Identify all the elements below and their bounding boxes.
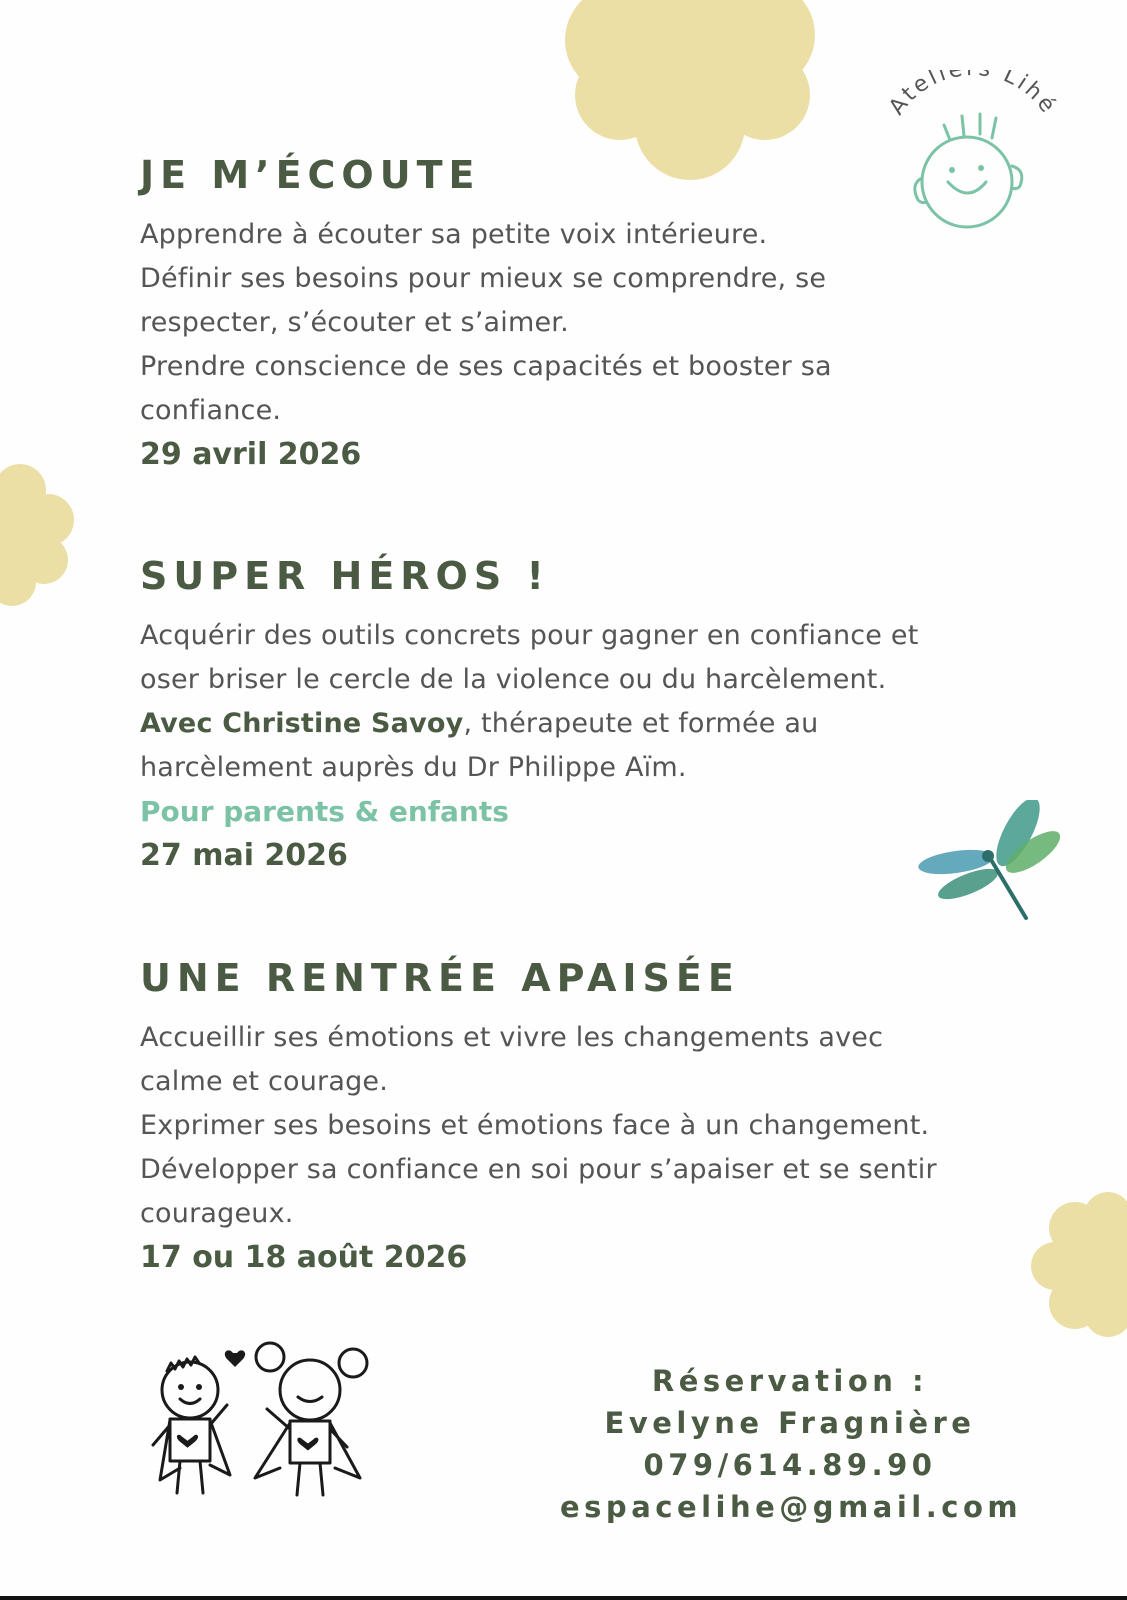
- audience-label: Pour parents & enfants: [140, 794, 509, 828]
- description-line: Exprimer ses besoins et émotions face à un changement.: [140, 1109, 930, 1141]
- description-line: courageux.: [140, 1197, 294, 1229]
- description-line: Définir ses besoins pour mieux se comprendre, se: [140, 262, 827, 294]
- workshop-je-m-ecoute: [140, 155, 1060, 477]
- flower-icon: [550, 0, 830, 180]
- bottom-border: [0, 1596, 1127, 1600]
- description-line: Apprendre à écouter sa petite voix intérieure.: [140, 218, 768, 250]
- heart-icon: [225, 1350, 245, 1367]
- description-line: Prendre conscience de ses capacités et booster sa: [140, 350, 832, 382]
- dragonfly-icon: [918, 800, 1063, 925]
- reservation-block: [560, 1360, 1023, 1528]
- description-line: Développer sa confiance en soi pour s’apaiser et se sentir: [140, 1153, 937, 1185]
- section-title: JE M’ÉCOUTE: [140, 153, 481, 197]
- therapist-line: [140, 702, 1060, 746]
- description-line: oser briser le cercle de la violence ou du harcèlement.: [140, 663, 887, 695]
- description-line: Accueillir ses émotions et vivre les changements avec: [140, 1021, 884, 1053]
- workshop-rentree-apaisee: [140, 958, 1060, 1280]
- reservation-label: Réservation :: [651, 1364, 929, 1398]
- section-title: UNE RENTRÉE APAISÉE: [140, 956, 740, 1000]
- description-line: respecter, s’écouter et s’aimer.: [140, 306, 569, 338]
- contact-email[interactable]: espacelihe@gmail.com: [560, 1490, 1023, 1524]
- therapist-line-2: harcèlement auprès du Dr Philippe Aïm.: [140, 751, 687, 783]
- superhero-kids-icon: [135, 1335, 380, 1505]
- therapist-description: , thérapeute et formée au: [463, 707, 819, 739]
- description-line: calme et courage.: [140, 1065, 389, 1097]
- workshop-date: 17 ou 18 août 2026: [140, 1239, 468, 1275]
- workshop-date: 27 mai 2026: [140, 837, 348, 873]
- workshop-date: 29 avril 2026: [140, 436, 362, 472]
- contact-name: Evelyne Fragnière: [604, 1406, 976, 1440]
- description-line: confiance.: [140, 394, 282, 426]
- flower-icon: [0, 462, 75, 607]
- therapist-name: Avec Christine Savoy: [140, 707, 464, 739]
- logo-text: Ateli Lihé: [884, 70, 1062, 120]
- contact-phone[interactable]: 079/614.89.90: [643, 1448, 937, 1482]
- section-title: SUPER HÉROS !: [140, 554, 550, 598]
- svg-text:Ateliers Lihé: [884, 70, 1061, 120]
- description-line: Acquérir des outils concrets pour gagner en confiance et: [140, 619, 919, 651]
